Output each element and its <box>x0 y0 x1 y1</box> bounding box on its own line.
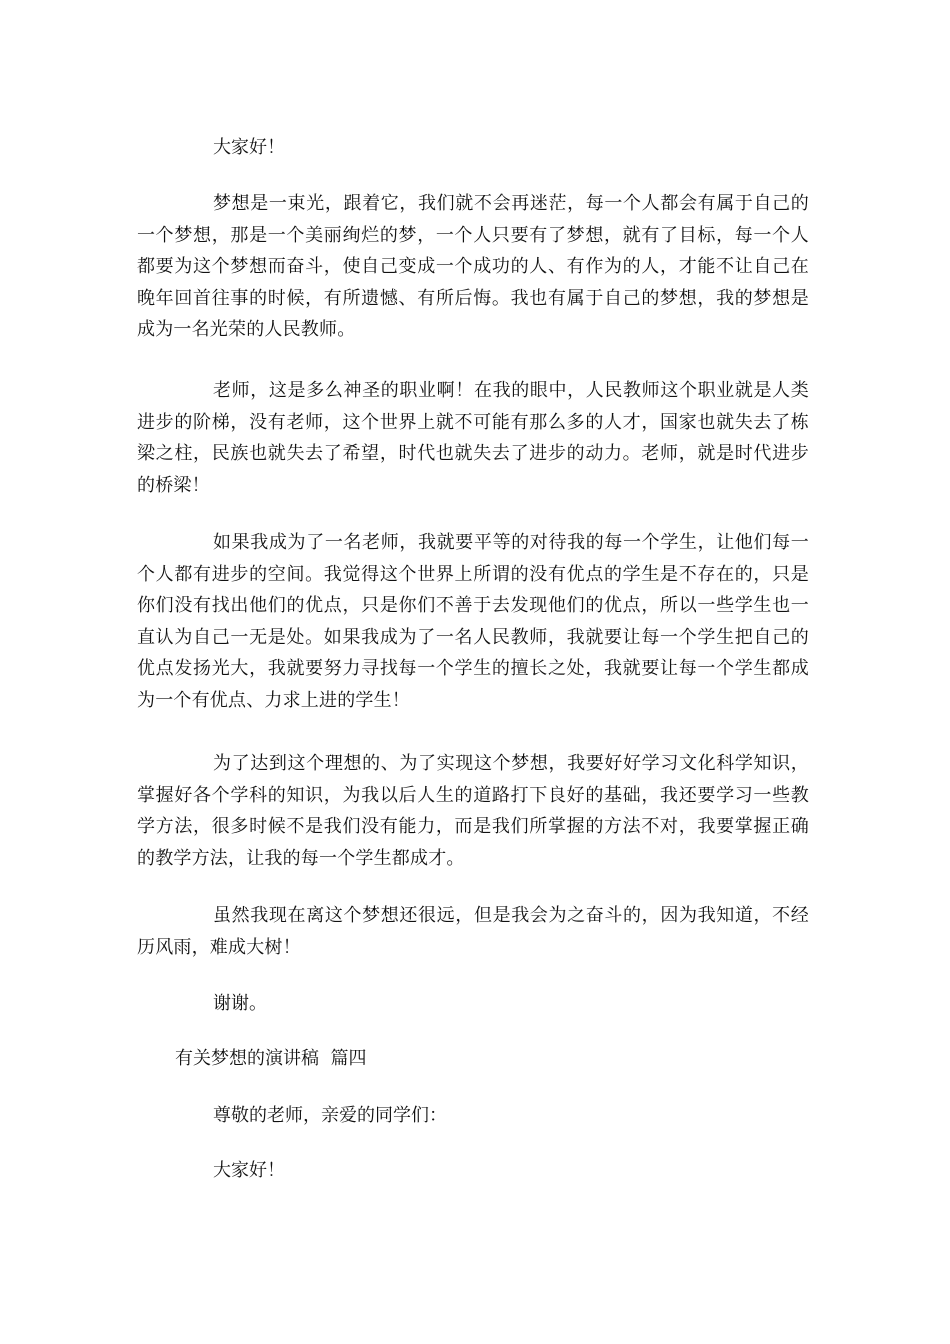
salutation: 尊敬的老师，亲爱的同学们： <box>213 1105 447 1126</box>
paragraph-teacher-noble: 老师，这是多么神圣的职业啊！在我的眼中，人民教师这个职业就是人类进步的阶梯，没有老师，这个世界上就不可能有那么多的人才，国家也就失去了栋梁之柱，民族也就失去了希望，时代也就失去了进步的动力。老师，就是时代进步的桥梁！ <box>137 380 809 496</box>
paragraph-study-plan: 为了达到这个理想的、为了实现这个梦想，我要好好学习文化科学知识，掌握好各个学科的知识，为我以后人生的道路打下良好的基础，我还要学习一些教学方法，很多时候不是我们没有能力，而是我们所掌握的方法不对，我要掌握正确的教学方法，让我的每一个学生都成才。 <box>137 753 809 869</box>
paragraph-resolve: 虽然我现在离这个梦想还很远，但是我会为之奋斗的，因为我知道，不经历风雨，难成大树！ <box>137 905 809 958</box>
greeting-bottom: 大家好！ <box>213 1160 285 1181</box>
section-heading: 有关梦想的演讲稿 篇四 <box>175 1048 367 1069</box>
paragraph-if-teacher: 如果我成为了一名老师，我就要平等的对待我的每一个学生，让他们每一个人都有进步的空间。我觉得这个世界上所谓的没有优点的学生是不存在的，只是你们没有找出他们的优点，只是你们不善于去发现他们的优点，所以一些学生也一直认为自己一无是处。如果我成为了一名人民教师，我就要让每一个学生把自己的优点发扬光大，我就要努力寻找每一个学生的擅长之处，我就要让每一个学生都成为一个有优点、力求上进的学生！ <box>137 532 809 711</box>
greeting-top: 大家好！ <box>213 137 285 158</box>
closing-thanks: 谢谢。 <box>213 993 267 1014</box>
paragraph-dream-intro: 梦想是一束光，跟着它，我们就不会再迷茫，每一个人都会有属于自己的一个梦想，那是一个美丽绚烂的梦，一个人只要有了梦想，就有了目标，每一个人都要为这个梦想而奋斗，使自己变成一个成功的人、有作为的人，才能不让自己在晚年回首往事的时候，有所遗憾、有所后悔。我也有属于自己的梦想，我的梦想是成为一名光荣的人民教师。 <box>137 193 809 340</box>
